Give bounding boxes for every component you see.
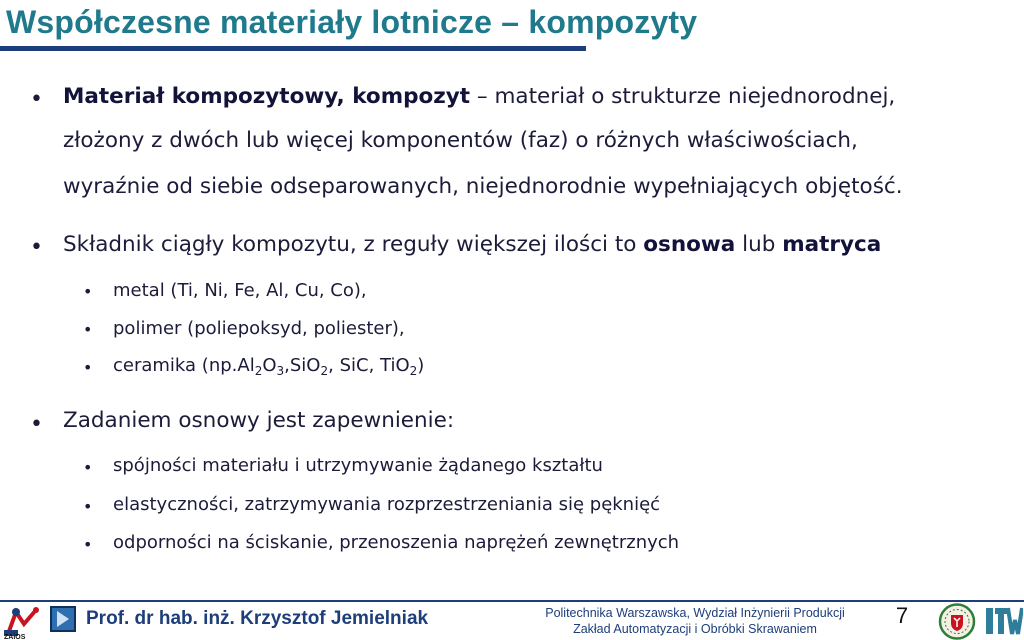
sub-bullet-marker: • <box>83 535 93 554</box>
task-item-cohesion: spójności materiału i utrzymywanie żądanego kształtu <box>113 455 603 476</box>
university-seal-icon <box>935 603 979 640</box>
play-triangle-icon <box>57 611 69 627</box>
matrix-term-matryca: matryca <box>782 232 882 257</box>
definition-dash: – <box>470 84 495 109</box>
task-heading: Zadaniem osnowy jest zapewnienie: <box>63 408 455 433</box>
matrix-line <box>63 233 881 257</box>
matrix-term-osnowa: osnowa <box>643 232 736 257</box>
footer-rule <box>0 600 1024 602</box>
definition-line1-text: materiał o strukturze niejednorodnej, <box>494 84 896 109</box>
bullet-marker: • <box>30 235 43 260</box>
itw-logo <box>983 604 1023 638</box>
sub-bullet-marker: • <box>83 282 93 301</box>
matrix-item-ceramic <box>113 356 424 376</box>
subscript: 2 <box>320 364 329 378</box>
subscript: 2 <box>409 364 418 378</box>
sub-bullet-marker: • <box>83 320 93 339</box>
definition-line-2: złożony z dwóch lub więcej komponentów (faz) o różnych właściwościach, <box>63 128 858 153</box>
slide-title: Współczesne materiały lotnicze – kompozyty <box>6 4 698 40</box>
slide-nav-button[interactable] <box>50 606 76 632</box>
svg-text:ZAiOS: ZAiOS <box>4 634 26 640</box>
bullet-marker: • <box>30 412 43 437</box>
ceramic-text: ceramika (np.Al <box>113 355 255 376</box>
subscript: 2 <box>254 364 263 378</box>
title-underline <box>0 46 586 51</box>
task-item-elasticity: elastyczności, zatrzymywania rozprzestrzeniania się pęknięć <box>113 494 661 515</box>
institution-line-1: Politechnika Warszawska, Wydział Inżynierii Produkcji <box>545 606 845 620</box>
matrix-item-polymer: polimer (poliepoksyd, poliester), <box>113 318 405 339</box>
definition-line-1 <box>63 85 895 109</box>
bullet-marker: • <box>30 87 43 112</box>
ceramic-text: ) <box>417 355 425 376</box>
matrix-item-metal: metal (Ti, Ni, Fe, Al, Cu, Co), <box>113 280 367 301</box>
page-number: 7 <box>895 603 909 628</box>
sub-bullet-marker: • <box>83 458 93 477</box>
zaios-logo <box>2 604 44 640</box>
sub-bullet-marker: • <box>83 497 93 516</box>
ceramic-text: , SiC, TiO <box>328 355 410 376</box>
author-name: Prof. dr hab. inż. Krzysztof Jemielniak <box>86 608 429 629</box>
subscript: 3 <box>276 364 285 378</box>
definition-term: Materiał kompozytowy, kompozyt <box>63 84 471 109</box>
ceramic-text: ,SiO <box>284 355 321 376</box>
sub-bullet-marker: • <box>83 358 93 377</box>
institution-line-2: Zakład Automatyzacji i Obróbki Skrawaniem <box>573 622 817 636</box>
ceramic-text: O <box>262 355 277 376</box>
task-item-compression: odporności na ściskanie, przenoszenia naprężeń zewnętrznych <box>113 532 680 553</box>
matrix-connector: lub <box>735 232 783 257</box>
matrix-prefix: Składnik ciągły kompozytu, z reguły większej ilości to <box>63 232 644 257</box>
definition-line-3: wyraźnie od siebie odseparowanych, niejednorodnie wypełniających objętość. <box>63 174 903 199</box>
